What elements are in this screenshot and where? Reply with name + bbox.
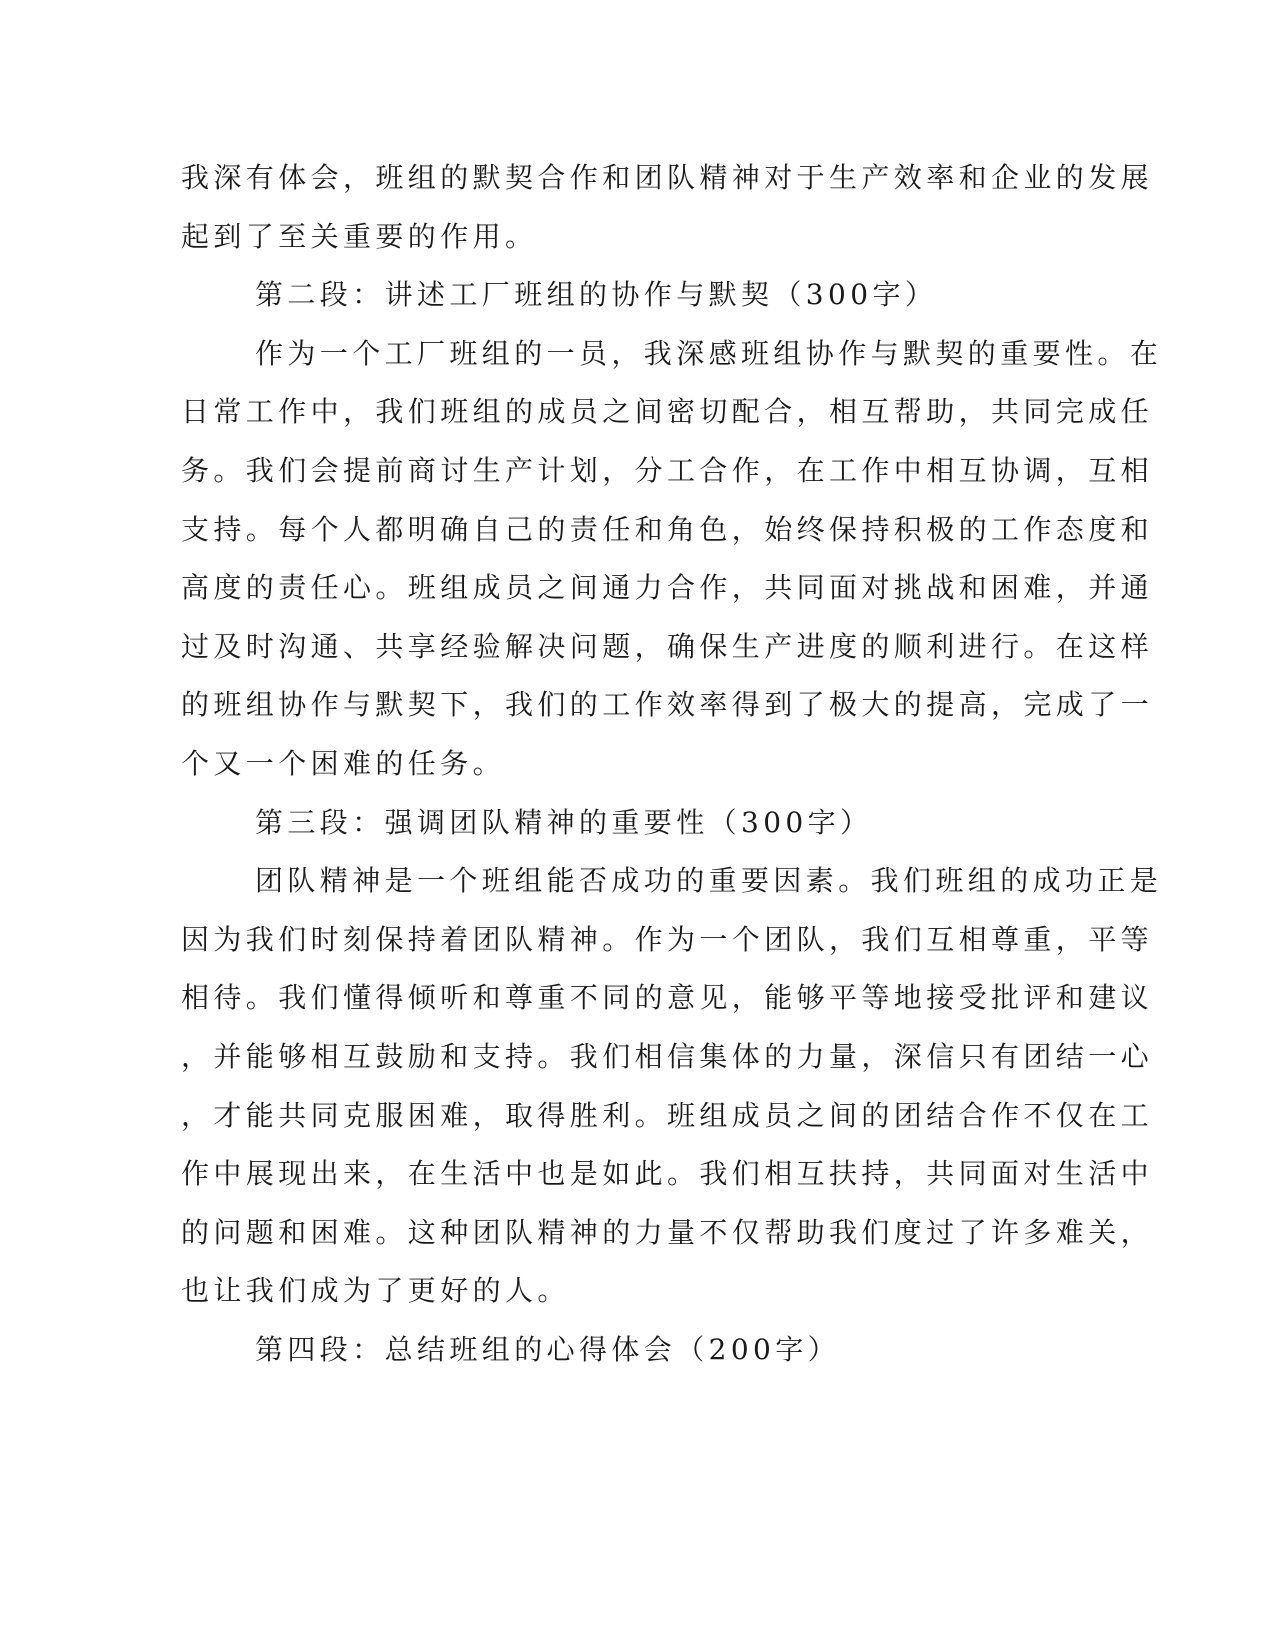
paragraph-line: ，才能共同克服困难，取得胜利。班组成员之间的团结合作不仅在工 — [181, 1098, 1154, 1132]
paragraph-line: 高度的责任心。班组成员之间通力合作，共同面对挑战和困难，并通 — [181, 571, 1154, 605]
paragraph-line: 支持。每个人都明确自己的责任和角色，始终保持积极的工作态度和 — [181, 512, 1154, 546]
paragraph-line: 的问题和困难。这种团队精神的力量不仅帮助我们度过了许多难关， — [181, 1215, 1154, 1249]
section-heading: 第二段：讲述工厂班组的协作与默契（300字） — [255, 278, 938, 312]
paragraph-line: 过及时沟通、共享经验解决问题，确保生产进度的顺利进行。在这样 — [181, 629, 1154, 663]
paragraph-line: 日常工作中，我们班组的成员之间密切配合，相互帮助，共同完成任 — [181, 395, 1154, 429]
paragraph-line: 因为我们时刻保持着团队精神。作为一个团队，我们互相尊重，平等 — [181, 922, 1154, 956]
paragraph-line: 个又一个困难的任务。 — [181, 746, 506, 780]
paragraph-line: 相待。我们懂得倾听和尊重不同的意见，能够平等地接受批评和建议 — [181, 981, 1154, 1015]
document-body — [181, 149, 1163, 1379]
paragraph-line: 我深有体会，班组的默契合作和团队精神对于生产效率和企业的发展 — [181, 161, 1154, 194]
paragraph-line: 团队精神是一个班组能否成功的重要因素。我们班组的成功正是 — [255, 864, 1163, 898]
section-heading: 第三段：强调团队精神的重要性（300字） — [255, 805, 873, 839]
paragraph-line: 务。我们会提前商讨生产计划，分工合作，在工作中相互协调，互相 — [181, 453, 1154, 487]
paragraph-line: 作中展现出来，在生活中也是如此。我们相互扶持，共同面对生活中 — [181, 1157, 1154, 1191]
paragraph-line: 作为一个工厂班组的一员，我深感班组协作与默契的重要性。在 — [255, 336, 1163, 370]
section-heading: 第四段：总结班组的心得体会（200字） — [255, 1332, 841, 1366]
paragraph-line: ，并能够相互鼓励和支持。我们相信集体的力量，深信只有团结一心 — [181, 1039, 1154, 1073]
paragraph-line: 也让我们成为了更好的人。 — [181, 1274, 570, 1308]
paragraph-line: 的班组协作与默契下，我们的工作效率得到了极大的提高，完成了一 — [181, 688, 1154, 722]
paragraph-line: 起到了至关重要的作用。 — [181, 219, 538, 253]
